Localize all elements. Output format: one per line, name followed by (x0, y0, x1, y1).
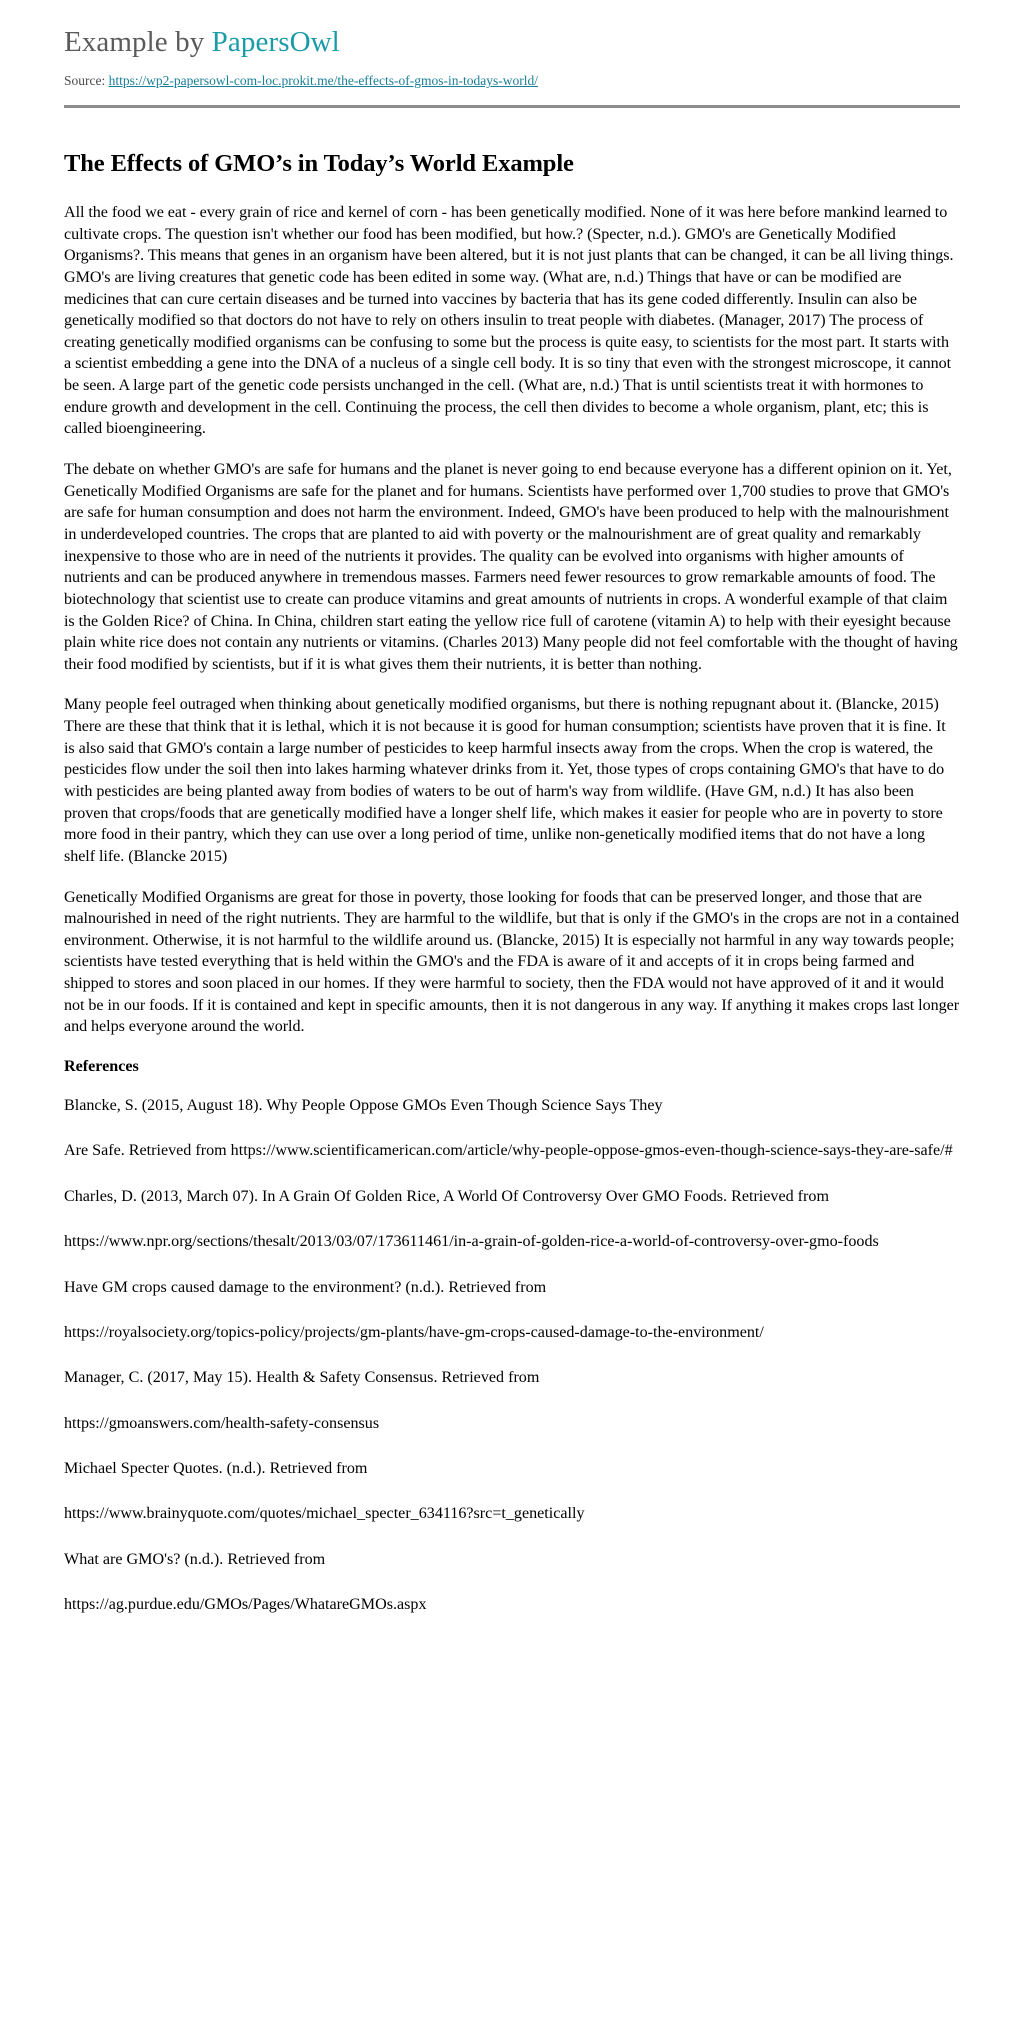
document-body (0, 148, 1024, 1616)
page-header (0, 0, 1024, 108)
reference-entry: https://royalsociety.org/topics-policy/projects/gm-plants/have-gm-crops-caused-damage-to-the-environment/ (64, 1323, 764, 1341)
source-url-link[interactable]: https://wp2-papersowl-com-loc.prokit.me/the-effects-of-gmos-in-todays-world/ (108, 73, 539, 89)
brand-accent: PapersOwl (211, 26, 340, 58)
reference-entry: Manager, C. (2017, May 15). Health & Safety Consensus. Retrieved from (64, 1369, 540, 1387)
reference-entry: Are Safe. Retrieved from https://www.scientificamerican.com/article/why-people-oppose-gmos-even-though-science-says-they-are-safe/# (64, 1142, 953, 1160)
body-paragraph: The debate on whether GMO's are safe for humans and the planet is never going to end because everyone has a different opinion on it. Yet, Genetically Modified Organisms are safe for the planet and for humans. Scientists have performed over 1,700 studies to prove that GMO's are safe for human consumption and does not harm the environment. Indeed, GMO's have been produced to help with the malnourishment in underdeveloped countries. The crops that are planted to aid with poverty or the malnourishment are of great quality and remarkably inexpensive to those who are in need of the nutrients it provides. The quality can be evolved into organisms with higher amounts of nutrients and can be produced anywhere in tremendous masses. Farmers need fewer resources to grow remarkable amounts of food. The biotechnology that scientist use to create can produce vitamins and great amounts of nutrients in crops. A wonderful example of that claim is the Golden Rice? of China. In China, children start eating the yellow rice full of carotene (vitamin A) to help with their eyesight because plain white rice does not contain any nutrients or vitamins. (Charles 2013) Many people did not feel comfortable with the thought of having their food modified by scientists, but if it is what gives them their nutrients, it is better than nothing. (64, 461, 958, 673)
brand-prefix: Example by (64, 26, 212, 58)
references-heading: References (64, 1058, 139, 1076)
page-title: The Effects of GMO’s in Today’s World Example (64, 150, 574, 178)
body-paragraph: Genetically Modified Organisms are great for those in poverty, those looking for foods that can be preserved longer, and those that are malnourished in need of the right nutrients. They are harmful to the wildlife, but that is only if the GMO's in the crops are not in a contained environment. Otherwise, it is not harmful to the wildlife around us. (Blancke, 2015) It is especially not harmful in any way towards people; scientists have tested everything that is held within the GMO's and the FDA is aware of it and accepts of it in crops being farmed and shipped to stores and soon placed in our homes. If they were harmful to society, then the FDA would not have approved of it and it would not be in our foods. If it is contained and kept in specific amounts, then it is not dangerous in any way. If anything it makes crops last longer and helps everyone around the world. (64, 888, 960, 1036)
body-paragraph: All the food we eat - every grain of rice and kernel of corn - has been genetically modified. None of it was here before mankind learned to cultivate crops. The question isn't whether our food has been modified, but how.? (Specter, n.d.). GMO's are Genetically Modified Organisms?. This means that genes in an organism have been altered, but it is not just plants that can be changed, it can be all living things. GMO's are living creatures that genetic code has been edited in some way. (What are, n.d.) Things that have or can be modified are medicines that can cure certain diseases and be turned into vaccines by bacteria that has its gene coded differently. Insulin can also be genetically modified so that doctors do not have to rely on others insulin to treat people with diabetes. (Manager, 2017) The process of creating genetically modified organisms can be confusing to some but the process is quite easy, to scientists for the most part. It starts with a scientist embedding a gene into the DNA of a nucleus of a single cell body. It is so tiny that even with the strongest microscope, it cannot be seen. A large part of the genetic code persists unchanged in the cell. (What are, n.d.) That is until scientists treat it with hormones to endure growth and development in the cell. Continuing the process, the cell then divides to become a whole organism, plant, etc; this is called bioengineering. (64, 203, 954, 438)
reference-entry: What are GMO's? (n.d.). Retrieved from (64, 1550, 326, 1568)
reference-entry: https://www.npr.org/sections/thesalt/2013/03/07/173611461/in-a-grain-of-golden-rice-a-world-of-controversy-over-gmo-foods (64, 1233, 879, 1251)
source-label: Source: (64, 73, 106, 89)
reference-entry: Michael Specter Quotes. (n.d.). Retrieved from (64, 1460, 368, 1478)
reference-entry: https://www.brainyquote.com/quotes/michael_specter_634116?src=t_genetically (64, 1505, 585, 1523)
header-divider (64, 105, 960, 108)
reference-entry: Blancke, S. (2015, August 18). Why People Oppose GMOs Even Though Science Says They (64, 1096, 663, 1114)
reference-entry: Have GM crops caused damage to the environment? (n.d.). Retrieved from (64, 1278, 547, 1296)
reference-entry: https://gmoanswers.com/health-safety-consensus (64, 1414, 380, 1432)
reference-entry: Charles, D. (2013, March 07). In A Grain Of Golden Rice, A World Of Controversy Over GMO Foods. Retrieved from (64, 1187, 829, 1205)
body-paragraph: Many people feel outraged when thinking about genetically modified organisms, but there is nothing repugnant about it. (Blancke, 2015) There are these that think that it is lethal, which it is not because it is good for human consumption; scientists have proven that it is fine. It is also said that GMO's contain a large number of pesticides to keep harmful insects away from the crops. When the crop is watered, the pesticides flow under the soil then into lakes harming whatever drinks from it. Yet, those types of crops containing GMO's that have to do with pesticides are being planted away from bodies of waters to be out of harm's way from wildlife. (Have GM, n.d.) It has also been proven that crops/foods that are genetically modified have a longer shelf life, which makes it easier for people who are in poverty to store more food in their pantry, which they can use over a long period of time, unlike non-genetically modified items that do not have a long shelf life. (Blancke 2015) (64, 696, 946, 865)
reference-entry: https://ag.purdue.edu/GMOs/Pages/WhatareGMOs.aspx (64, 1596, 427, 1614)
brand-title (64, 24, 960, 60)
source-line (64, 72, 960, 91)
